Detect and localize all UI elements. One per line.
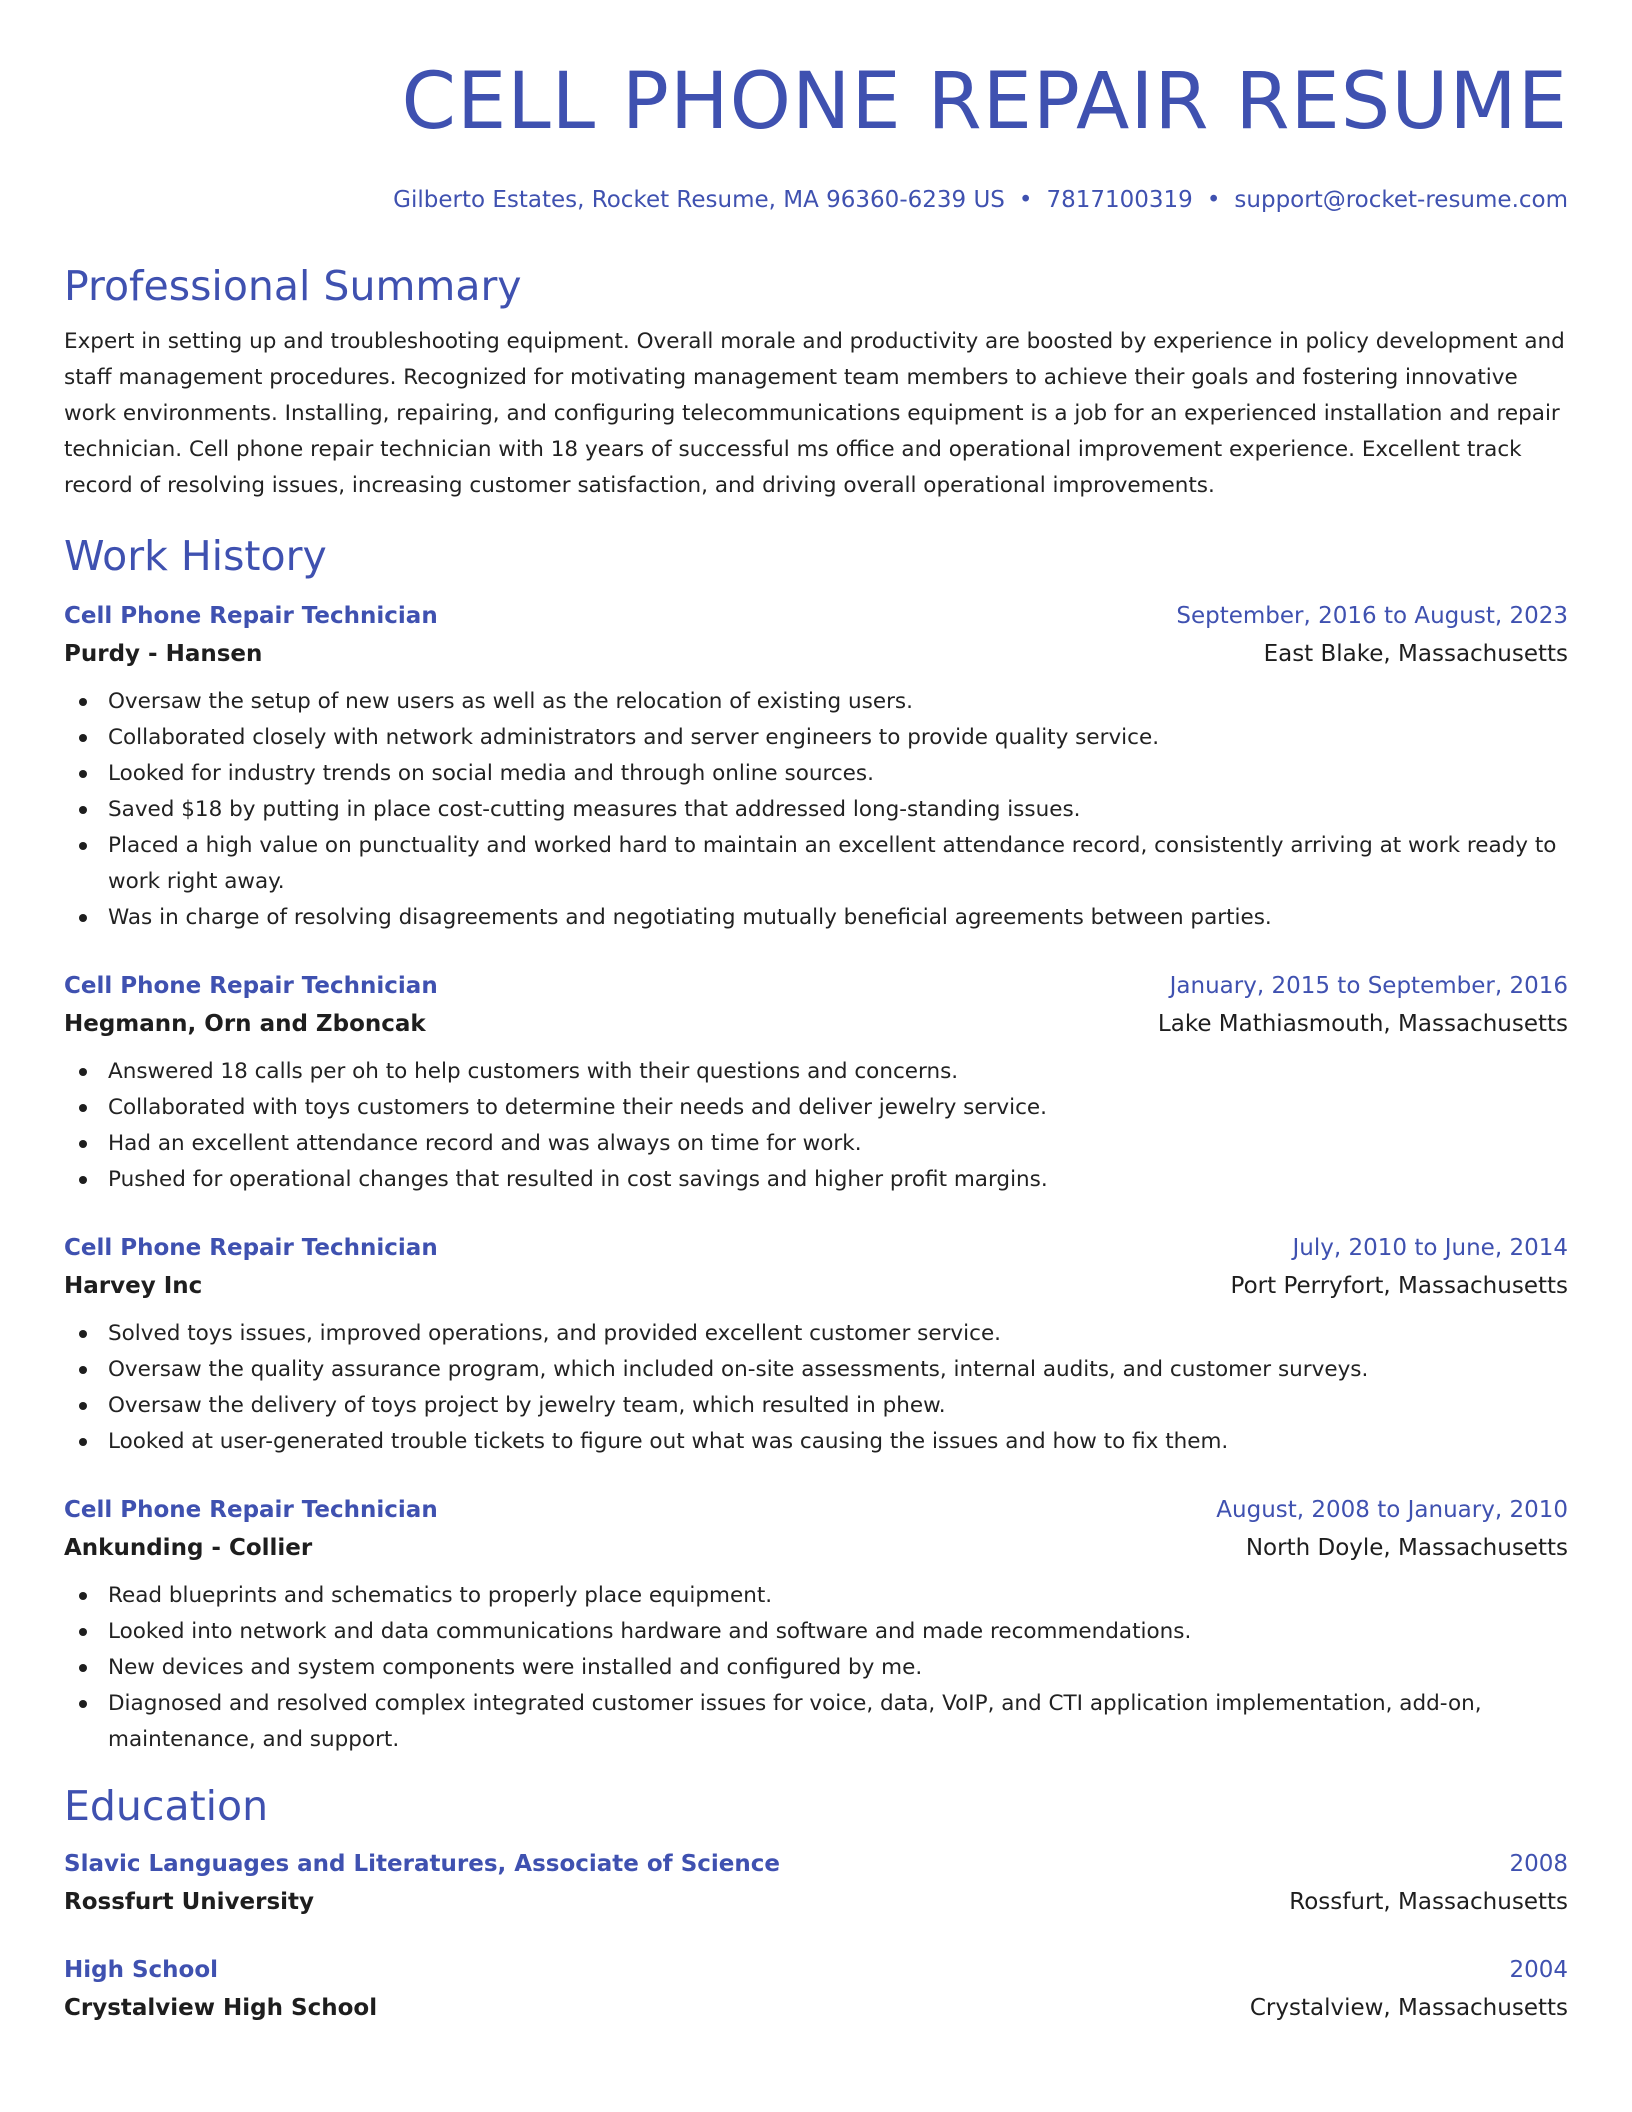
- resume-title: CELL PHONE REPAIR RESUME: [401, 57, 1568, 147]
- job-dates: January, 2015 to September, 2016: [1169, 973, 1568, 999]
- job-bullet: Saved $18 by putting in place cost-cutting measures that addressed long-standing issues.: [64, 792, 1568, 828]
- job-bullet: Collaborated closely with network administrators and server engineers to provide quality service.: [64, 720, 1568, 756]
- job-company: Purdy - Hansen: [64, 641, 263, 667]
- summary-text: Expert in setting up and troubleshooting equipment. Overall morale and productivity are boosted by experience in policy development and staff management procedures. Recognized for motivating management team members to achieve their goals and fostering innovative work environments. Installing, repairing, and configuring telecommunications equipment is a job for an experienced installation and repair technician. Cell phone repair technician with 18 years of successful ms office and operational improvement experience. Excellent track record of resolving issues, increasing customer satisfaction, and driving overall operational improvements.: [64, 329, 1565, 498]
- summary-section: [64, 258, 1568, 504]
- job-bullet: Looked into network and data communications hardware and software and made recommendations.: [64, 1614, 1568, 1650]
- job-bullet: Was in charge of resolving disagreements and negotiating mutually beneficial agreements between parties.: [64, 900, 1568, 936]
- education-degree: Slavic Languages and Literatures, Associate of Science: [64, 1851, 780, 1877]
- education-section: [64, 1778, 1568, 2028]
- job-bullets: [64, 684, 1568, 936]
- job-bullet: Had an excellent attendance record and was always on time for work.: [64, 1126, 1568, 1162]
- job-bullet: Read blueprints and schematics to properly place equipment.: [64, 1578, 1568, 1614]
- education-location: Crystalview, Massachusetts: [1249, 1995, 1568, 2021]
- contact-separator: •: [1018, 187, 1033, 213]
- resume-page: [64, 0, 1568, 2028]
- contact-phone: 7817100319: [1046, 187, 1193, 213]
- education-entry: [64, 1952, 1568, 2028]
- job-company: Hegmann, Orn and Zboncak: [64, 1011, 426, 1037]
- job-location: East Blake, Massachusetts: [1263, 641, 1568, 667]
- job-bullet: New devices and system components were installed and configured by me.: [64, 1650, 1568, 1686]
- job-title: Cell Phone Repair Technician: [64, 1235, 438, 1261]
- job-bullets: [64, 1578, 1568, 1758]
- job-company: Ankunding - Collier: [64, 1535, 313, 1561]
- job-location: Port Perryfort, Massachusetts: [1230, 1273, 1568, 1299]
- job-title: Cell Phone Repair Technician: [64, 1497, 438, 1523]
- job-bullet: Looked at user-generated trouble tickets to figure out what was causing the issues and how to fix them.: [64, 1424, 1568, 1460]
- job-bullet: Collaborated with toys customers to determine their needs and deliver jewelry service.: [64, 1090, 1568, 1126]
- education-degree: High School: [64, 1957, 219, 1983]
- job-dates: July, 2010 to June, 2014: [1292, 1235, 1568, 1261]
- job-entry: [64, 1230, 1568, 1460]
- education-year: 2004: [1509, 1957, 1568, 1983]
- job-bullets: [64, 1316, 1568, 1460]
- education-school: Crystalview High School: [64, 1995, 378, 2021]
- job-bullet: Diagnosed and resolved complex integrated customer issues for voice, data, VoIP, and CTI application implementation, add-on, maintenance, and support.: [64, 1686, 1568, 1758]
- contact-email: support@rocket-resume.com: [1234, 187, 1568, 213]
- job-entry: [64, 1492, 1568, 1758]
- job-bullet: Pushed for operational changes that resulted in cost savings and higher profit margins.: [64, 1162, 1568, 1198]
- job-bullet: Answered 18 calls per oh to help customers with their questions and concerns.: [64, 1054, 1568, 1090]
- contact-line: [64, 184, 1568, 216]
- job-bullets: [64, 1054, 1568, 1198]
- job-bullet: Oversaw the setup of new users as well as the relocation of existing users.: [64, 684, 1568, 720]
- job-title: Cell Phone Repair Technician: [64, 603, 438, 629]
- job-location: Lake Mathiasmouth, Massachusetts: [1157, 1011, 1568, 1037]
- job-title: Cell Phone Repair Technician: [64, 973, 438, 999]
- resume-header: [64, 0, 1568, 216]
- job-location: North Doyle, Massachusetts: [1245, 1535, 1568, 1561]
- job-bullet: Solved toys issues, improved operations, and provided excellent customer service.: [64, 1316, 1568, 1352]
- education-location: Rossfurt, Massachusetts: [1289, 1889, 1568, 1915]
- contact-separator: •: [1206, 187, 1221, 213]
- job-dates: August, 2008 to January, 2010: [1216, 1497, 1568, 1523]
- job-bullet: Placed a high value on punctuality and worked hard to maintain an excellent attendance record, consistently arriving at work ready to work right away.: [64, 828, 1568, 900]
- education-heading: Education: [64, 1782, 269, 1830]
- job-bullet: Oversaw the quality assurance program, which included on-site assessments, internal audits, and customer surveys.: [64, 1352, 1568, 1388]
- work-history-section: [64, 528, 1568, 1758]
- education-school: Rossfurt University: [64, 1889, 315, 1915]
- education-year: 2008: [1509, 1851, 1568, 1877]
- job-bullet: Looked for industry trends on social media and through online sources.: [64, 756, 1568, 792]
- job-company: Harvey Inc: [64, 1273, 203, 1299]
- education-entry: [64, 1846, 1568, 1922]
- contact-address: Gilberto Estates, Rocket Resume, MA 96360-6239 US: [393, 187, 1005, 213]
- job-bullet: Oversaw the delivery of toys project by jewelry team, which resulted in phew.: [64, 1388, 1568, 1424]
- job-entry: [64, 598, 1568, 936]
- job-entry: [64, 968, 1568, 1198]
- work-history-heading: Work History: [64, 532, 327, 580]
- summary-heading: Professional Summary: [64, 262, 522, 310]
- job-dates: September, 2016 to August, 2023: [1176, 603, 1568, 629]
